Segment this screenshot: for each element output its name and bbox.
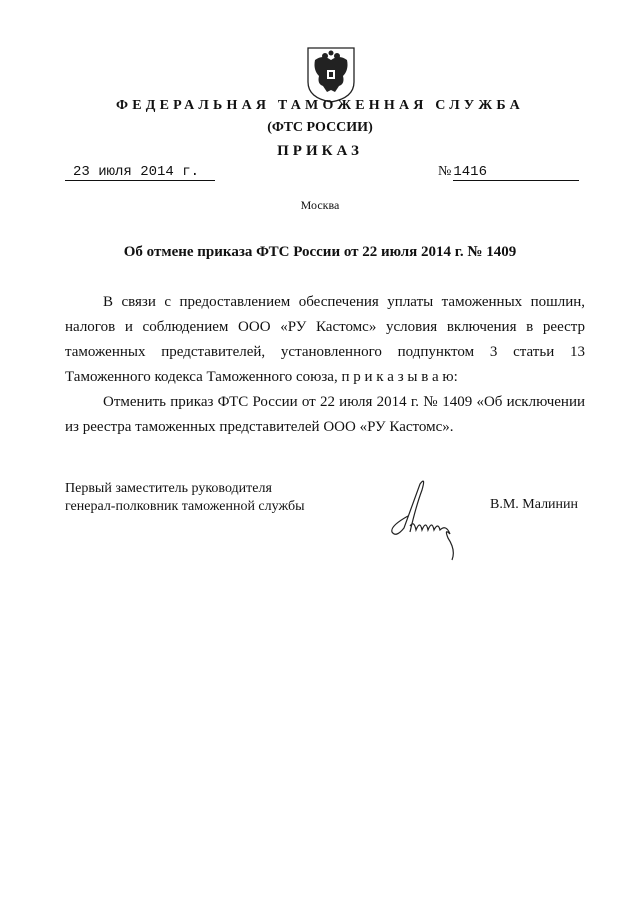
city: Москва xyxy=(300,198,340,212)
document-body xyxy=(65,290,585,440)
number-label: № xyxy=(438,164,452,179)
order-date: 23 июля 2014 г. xyxy=(65,164,215,181)
signatory-position xyxy=(65,480,304,516)
organization-name: ФЕДЕРАЛЬНАЯ ТАМОЖЕННАЯ СЛУЖБА xyxy=(116,98,524,113)
body-paragraph: Отменить приказ ФТС России от 22 июля 2014 г. № 1409 «Об исключении из реестра таможенных представителей ООО «РУ Кастомс». xyxy=(65,394,585,435)
document-title: Об отмене приказа ФТС России от 22 июля 2014 г. № 1409 xyxy=(123,244,517,260)
signatory-name: В.М. Малинин xyxy=(490,497,579,512)
organization-short-name: (ФТС РОССИИ) xyxy=(267,120,373,135)
document-type: ПРИКАЗ xyxy=(277,143,363,159)
body-paragraph: В связи с предоставлением обеспечения уплаты таможенных пошлин, налогов и соблюдением ООО «РУ Кастомс» условия включения в реестр таможенных представителей, установленного подпунктом 3 статьи 13 Таможенного кодекса Таможенного союза, п р и к а з ы в а ю: xyxy=(65,294,585,385)
handwritten-signature xyxy=(380,476,470,576)
number-value: 1416 xyxy=(453,164,579,181)
position-line: генерал-полковник таможенной службы xyxy=(65,499,305,514)
order-number xyxy=(438,164,586,181)
coat-of-arms-emblem xyxy=(305,46,357,104)
position-line: Первый заместитель руководителя xyxy=(65,481,272,496)
